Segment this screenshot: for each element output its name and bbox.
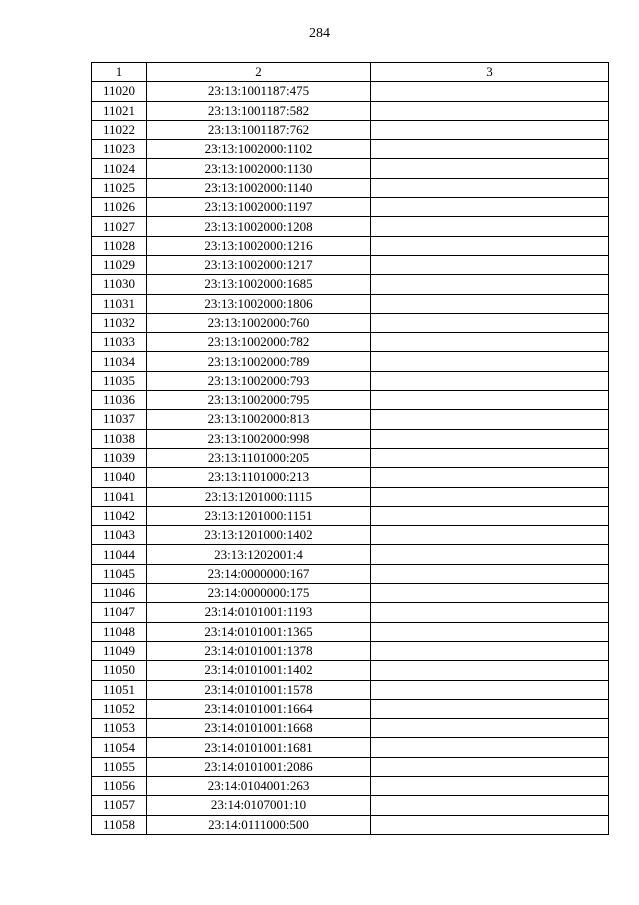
table-row	[92, 333, 609, 352]
cadastral-number-cell: 23:13:1002000:1197	[147, 198, 371, 217]
table-row	[92, 526, 609, 545]
cadastral-number-cell: 23:13:1001187:582	[147, 101, 371, 120]
row-number-cell: 11042	[92, 506, 147, 525]
table-row	[92, 603, 609, 622]
table-row	[92, 680, 609, 699]
table-header-row	[92, 63, 609, 82]
cadastral-number-cell: 23:13:1002000:789	[147, 352, 371, 371]
row-number-cell: 11057	[92, 796, 147, 815]
table-row	[92, 178, 609, 197]
table-row	[92, 506, 609, 525]
table-row	[92, 487, 609, 506]
table-row	[92, 82, 609, 101]
row-number-cell: 11050	[92, 661, 147, 680]
note-cell	[371, 275, 609, 294]
note-cell	[371, 815, 609, 834]
note-cell	[371, 661, 609, 680]
row-number-cell: 11036	[92, 391, 147, 410]
row-number-cell: 11028	[92, 236, 147, 255]
table-row	[92, 815, 609, 834]
cadastral-number-cell: 23:14:0101001:1681	[147, 738, 371, 757]
note-cell	[371, 82, 609, 101]
table-row	[92, 371, 609, 390]
note-cell	[371, 159, 609, 178]
cadastral-number-cell: 23:13:1002000:1208	[147, 217, 371, 236]
note-cell	[371, 699, 609, 718]
table-row	[92, 294, 609, 313]
row-number-cell: 11030	[92, 275, 147, 294]
row-number-cell: 11056	[92, 776, 147, 795]
row-number-cell: 11020	[92, 82, 147, 101]
row-number-cell: 11054	[92, 738, 147, 757]
cadastral-number-cell: 23:13:1002000:760	[147, 313, 371, 332]
table-row	[92, 661, 609, 680]
table-row	[92, 159, 609, 178]
table-row	[92, 641, 609, 660]
cadastral-number-cell: 23:14:0101001:1668	[147, 719, 371, 738]
row-number-cell: 11051	[92, 680, 147, 699]
cadastral-number-cell: 23:14:0104001:263	[147, 776, 371, 795]
cadastral-number-cell: 23:14:0101001:1193	[147, 603, 371, 622]
table-row	[92, 236, 609, 255]
note-cell	[371, 545, 609, 564]
note-cell	[371, 120, 609, 139]
note-cell	[371, 622, 609, 641]
cadastral-number-cell: 23:14:0101001:1378	[147, 641, 371, 660]
page-number: 284	[309, 26, 330, 41]
cadastral-number-cell: 23:13:1002000:1685	[147, 275, 371, 294]
note-cell	[371, 641, 609, 660]
row-number-cell: 11033	[92, 333, 147, 352]
table-row	[92, 719, 609, 738]
cadastral-number-cell: 23:13:1002000:1806	[147, 294, 371, 313]
row-number-cell: 11023	[92, 140, 147, 159]
cadastral-number-cell: 23:13:1201000:1115	[147, 487, 371, 506]
row-number-cell: 11032	[92, 313, 147, 332]
cadastral-number-cell: 23:13:1201000:1151	[147, 506, 371, 525]
cadastral-number-cell: 23:14:0101001:1402	[147, 661, 371, 680]
note-cell	[371, 719, 609, 738]
cadastral-number-cell: 23:13:1201000:1402	[147, 526, 371, 545]
note-cell	[371, 101, 609, 120]
note-cell	[371, 603, 609, 622]
cadastral-number-cell: 23:13:1002000:998	[147, 429, 371, 448]
cadastral-number-cell: 23:14:0101001:1578	[147, 680, 371, 699]
cadastral-number-cell: 23:14:0111000:500	[147, 815, 371, 834]
cadastral-number-cell: 23:13:1002000:782	[147, 333, 371, 352]
table-row	[92, 255, 609, 274]
column-header-1: 1	[92, 63, 147, 82]
table-row	[92, 391, 609, 410]
row-number-cell: 11022	[92, 120, 147, 139]
row-number-cell: 11046	[92, 584, 147, 603]
table-row	[92, 545, 609, 564]
note-cell	[371, 140, 609, 159]
row-number-cell: 11045	[92, 564, 147, 583]
row-number-cell: 11027	[92, 217, 147, 236]
table-row	[92, 448, 609, 467]
table-row	[92, 429, 609, 448]
note-cell	[371, 757, 609, 776]
row-number-cell: 11029	[92, 255, 147, 274]
note-cell	[371, 584, 609, 603]
cadastral-number-cell: 23:13:1002000:1102	[147, 140, 371, 159]
note-cell	[371, 429, 609, 448]
note-cell	[371, 217, 609, 236]
row-number-cell: 11040	[92, 468, 147, 487]
cadastral-number-cell: 23:14:0101001:2086	[147, 757, 371, 776]
note-cell	[371, 468, 609, 487]
cadastral-number-cell: 23:14:0101001:1365	[147, 622, 371, 641]
note-cell	[371, 526, 609, 545]
cadastral-number-cell: 23:14:0107001:10	[147, 796, 371, 815]
table-body	[92, 82, 609, 835]
cadastral-number-cell: 23:13:1002000:1130	[147, 159, 371, 178]
cadastral-number-cell: 23:14:0101001:1664	[147, 699, 371, 718]
row-number-cell: 11035	[92, 371, 147, 390]
table-row	[92, 352, 609, 371]
row-number-cell: 11055	[92, 757, 147, 776]
row-number-cell: 11053	[92, 719, 147, 738]
cadastral-number-cell: 23:13:1202001:4	[147, 545, 371, 564]
table-row	[92, 796, 609, 815]
column-header-2: 2	[147, 63, 371, 82]
row-number-cell: 11037	[92, 410, 147, 429]
cadastral-number-cell: 23:13:1101000:213	[147, 468, 371, 487]
table-row	[92, 468, 609, 487]
row-number-cell: 11058	[92, 815, 147, 834]
table-row	[92, 757, 609, 776]
note-cell	[371, 506, 609, 525]
note-cell	[371, 333, 609, 352]
row-number-cell: 11034	[92, 352, 147, 371]
table-row	[92, 198, 609, 217]
note-cell	[371, 236, 609, 255]
note-cell	[371, 680, 609, 699]
note-cell	[371, 738, 609, 757]
note-cell	[371, 255, 609, 274]
note-cell	[371, 198, 609, 217]
table-row	[92, 564, 609, 583]
note-cell	[371, 487, 609, 506]
row-number-cell: 11039	[92, 448, 147, 467]
note-cell	[371, 371, 609, 390]
note-cell	[371, 313, 609, 332]
note-cell	[371, 391, 609, 410]
row-number-cell: 11047	[92, 603, 147, 622]
table-row	[92, 776, 609, 795]
row-number-cell: 11021	[92, 101, 147, 120]
note-cell	[371, 776, 609, 795]
row-number-cell: 11049	[92, 641, 147, 660]
row-number-cell: 11031	[92, 294, 147, 313]
row-number-cell: 11044	[92, 545, 147, 564]
row-number-cell: 11024	[92, 159, 147, 178]
cadastral-number-cell: 23:13:1002000:813	[147, 410, 371, 429]
table-row	[92, 699, 609, 718]
cadastral-number-cell: 23:13:1002000:1217	[147, 255, 371, 274]
column-header-3: 3	[371, 63, 609, 82]
cadastral-number-cell: 23:13:1101000:205	[147, 448, 371, 467]
row-number-cell: 11038	[92, 429, 147, 448]
note-cell	[371, 448, 609, 467]
note-cell	[371, 352, 609, 371]
table-row	[92, 738, 609, 757]
table-row	[92, 140, 609, 159]
note-cell	[371, 564, 609, 583]
table-row	[92, 313, 609, 332]
note-cell	[371, 178, 609, 197]
table-row	[92, 120, 609, 139]
row-number-cell: 11048	[92, 622, 147, 641]
row-number-cell: 11025	[92, 178, 147, 197]
cadastral-number-cell: 23:14:0000000:175	[147, 584, 371, 603]
cadastral-number-cell: 23:13:1002000:1216	[147, 236, 371, 255]
row-number-cell: 11043	[92, 526, 147, 545]
row-number-cell: 11052	[92, 699, 147, 718]
table-row	[92, 217, 609, 236]
cadastral-number-cell: 23:13:1002000:1140	[147, 178, 371, 197]
table-row	[92, 101, 609, 120]
row-number-cell: 11026	[92, 198, 147, 217]
cadastral-number-cell: 23:14:0000000:167	[147, 564, 371, 583]
cadastral-number-cell: 23:13:1001187:475	[147, 82, 371, 101]
table-row	[92, 275, 609, 294]
table-row	[92, 622, 609, 641]
cadastral-number-cell: 23:13:1002000:795	[147, 391, 371, 410]
note-cell	[371, 294, 609, 313]
table-row	[92, 584, 609, 603]
cadastral-number-table	[91, 62, 609, 835]
cadastral-number-cell: 23:13:1002000:793	[147, 371, 371, 390]
cadastral-number-cell: 23:13:1001187:762	[147, 120, 371, 139]
table-row	[92, 410, 609, 429]
note-cell	[371, 410, 609, 429]
note-cell	[371, 796, 609, 815]
row-number-cell: 11041	[92, 487, 147, 506]
